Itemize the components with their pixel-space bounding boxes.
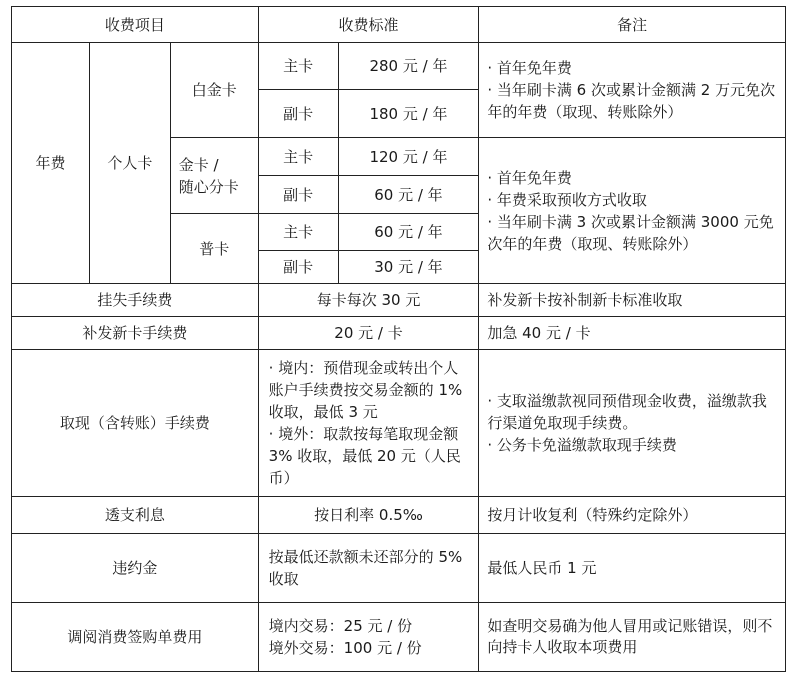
gold-sub-fee: 60 元 / 年 bbox=[338, 176, 479, 214]
reissue-fee-remark: 加急 40 元 / 卡 bbox=[479, 317, 786, 350]
gold-classic-remark bbox=[479, 138, 786, 284]
cash-fee-standard bbox=[258, 350, 479, 497]
header-standard: 收费标准 bbox=[258, 7, 479, 43]
platinum-sub-label: 副卡 bbox=[258, 90, 338, 138]
cash-fee-standard-line: · 境内：预借现金或转出个人账户手续费按交易金额的 1% 收取，最低 3 元 bbox=[268, 359, 463, 421]
table-row bbox=[12, 317, 786, 350]
slip-fee-standard bbox=[258, 603, 479, 672]
penalty-remark: 最低人民币 1 元 bbox=[479, 534, 786, 603]
platinum-remark-line: · 当年刷卡满 6 次或累计金额满 2 万元免次年的年费（取现、转账除外） bbox=[487, 81, 776, 121]
classic-main-label: 主卡 bbox=[258, 214, 338, 251]
fee-table-wrapper bbox=[11, 6, 786, 672]
gold-card-label-line: 金卡 / bbox=[178, 155, 219, 174]
overdraft-standard: 按日利率 0.5‰ bbox=[258, 497, 479, 534]
gold-classic-remark-line: · 首年免年费 bbox=[487, 168, 572, 187]
gold-classic-remark-line: · 当年刷卡满 3 次或累计金额满 3000 元免次年的年费（取现、转账除外） bbox=[487, 212, 774, 253]
cash-fee-remark-line: · 支取溢缴款视同预借现金收费，溢缴款我行渠道免取现手续费。 bbox=[487, 392, 767, 432]
platinum-sub-fee: 180 元 / 年 bbox=[338, 90, 479, 138]
header-remark: 备注 bbox=[479, 7, 786, 43]
table-row bbox=[12, 534, 786, 603]
classic-main-fee: 60 元 / 年 bbox=[338, 214, 479, 251]
gold-card-label-line: 随心分卡 bbox=[178, 177, 239, 196]
gold-sub-label: 副卡 bbox=[258, 176, 338, 214]
cash-fee-label: 取现（含转账）手续费 bbox=[12, 350, 259, 497]
loss-fee-label: 挂失手续费 bbox=[12, 284, 259, 317]
cash-fee-standard-line: · 境外：取款按每笔取现金额 3% 收取，最低 20 元（人民币） bbox=[268, 425, 461, 487]
penalty-standard: 按最低还款额未还部分的 5% 收取 bbox=[258, 534, 479, 603]
slip-fee-standard-line: 境外交易：100 元 / 份 bbox=[268, 639, 422, 657]
personal-card-label: 个人卡 bbox=[89, 43, 170, 284]
annual-fee-label: 年费 bbox=[12, 43, 90, 284]
loss-fee-standard: 每卡每次 30 元 bbox=[258, 284, 479, 317]
gold-main-fee: 120 元 / 年 bbox=[338, 138, 479, 176]
table-header-row bbox=[12, 7, 786, 43]
table-row bbox=[12, 43, 786, 90]
platinum-main-label: 主卡 bbox=[258, 43, 338, 90]
platinum-card-label: 白金卡 bbox=[170, 43, 258, 138]
table-row bbox=[12, 284, 786, 317]
reissue-fee-label: 补发新卡手续费 bbox=[12, 317, 259, 350]
platinum-main-fee: 280 元 / 年 bbox=[338, 43, 479, 90]
platinum-remark bbox=[479, 43, 786, 138]
cash-fee-remark-line: · 公务卡免溢缴款取现手续费 bbox=[487, 436, 677, 454]
classic-sub-label: 副卡 bbox=[258, 251, 338, 284]
table-row bbox=[12, 350, 786, 497]
gold-classic-remark-line: · 年费采取预收方式收取 bbox=[487, 190, 647, 209]
classic-card-label: 普卡 bbox=[170, 214, 258, 284]
platinum-remark-line: · 首年免年费 bbox=[487, 59, 572, 77]
slip-fee-standard-line: 境内交易：25 元 / 份 bbox=[268, 617, 413, 635]
reissue-fee-standard: 20 元 / 卡 bbox=[258, 317, 479, 350]
credit-card-fee-table bbox=[11, 6, 786, 672]
slip-fee-remark: 如查明交易确为他人冒用或记账错误，则不向持卡人收取本项费用 bbox=[479, 603, 786, 672]
loss-fee-remark: 补发新卡按补制新卡标准收取 bbox=[479, 284, 786, 317]
penalty-label: 违约金 bbox=[12, 534, 259, 603]
header-item: 收费项目 bbox=[12, 7, 259, 43]
gold-card-label bbox=[170, 138, 258, 214]
overdraft-label: 透支利息 bbox=[12, 497, 259, 534]
classic-sub-fee: 30 元 / 年 bbox=[338, 251, 479, 284]
cash-fee-remark bbox=[479, 350, 786, 497]
overdraft-remark: 按月计收复利（特殊约定除外） bbox=[479, 497, 786, 534]
table-row bbox=[12, 497, 786, 534]
slip-fee-label: 调阅消费签购单费用 bbox=[12, 603, 259, 672]
gold-main-label: 主卡 bbox=[258, 138, 338, 176]
table-row bbox=[12, 603, 786, 672]
